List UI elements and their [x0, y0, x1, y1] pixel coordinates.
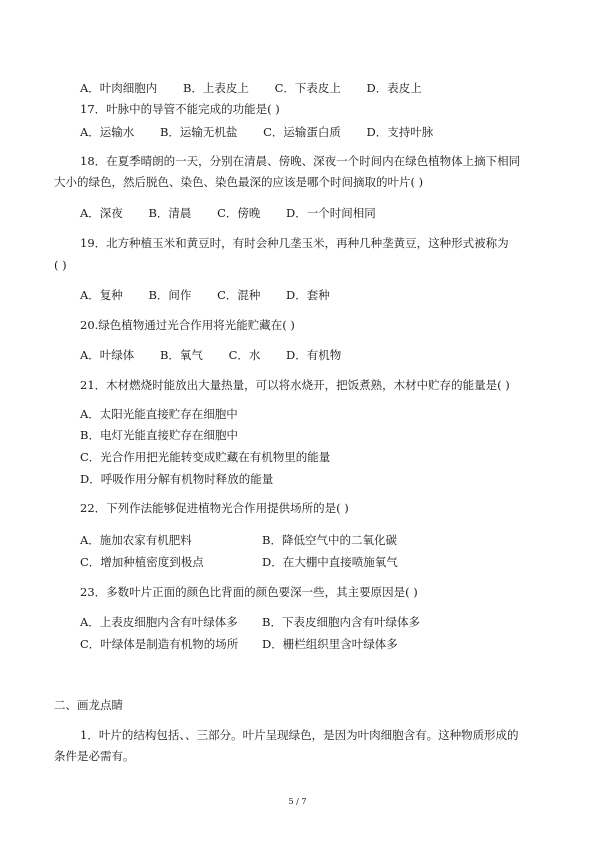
q18-stem-line1: 18．在夏季晴朗的一天，分别在清晨、傍晚、深夜一个时间内在绿色植物体上摘下相同	[80, 154, 521, 168]
option-d: D．表皮上	[366, 81, 422, 95]
fill-q1-line2: 条件是必需有。	[54, 749, 135, 763]
option-a: A．运输水	[80, 125, 135, 139]
q21-option-d: D．呼吸作用分解有机物时释放的能量	[80, 472, 274, 486]
page-number: 5 / 7	[288, 797, 307, 806]
fill-q1-line1: 1．叶片的结构包括、、三部分。叶片呈现绿色，是因为叶肉细胞含有。这种物质形成的	[80, 728, 519, 742]
q23-option-a: A．上表皮细胞内含有叶绿体多	[80, 615, 238, 629]
q22-stem: 22．下列作法能够促进植物光合作用提供场所的是( )	[80, 501, 349, 515]
option-d: D．套种	[286, 288, 330, 302]
q21-stem: 21．木材燃烧时能放出大量热量，可以将水烧开，把饭煮熟，木材中贮存的能量是( )	[80, 378, 510, 392]
q23-stem: 23．多数叶片正面的颜色比背面的颜色要深一些，其主要原因是( )	[80, 585, 418, 599]
q22-option-c: C．增加种植密度到极点	[80, 555, 204, 569]
q21-option-a: A．太阳光能直接贮存在细胞中	[80, 407, 238, 421]
q17-stem: 17．叶脉中的导管不能完成的功能是( )	[80, 102, 280, 116]
option-a: A．复种	[80, 288, 123, 302]
option-b: B．运输无机盐	[159, 125, 238, 139]
option-a: A．深夜	[80, 206, 123, 220]
option-d: D．有机物	[286, 348, 342, 362]
option-c: C．傍晚	[217, 206, 261, 220]
option-d: D．一个时间相同	[286, 206, 376, 220]
q19-stem-line1: 19．北方种植玉米和黄豆时，有时会种几垄玉米，再种几种垄黄豆，这种形式被称为	[80, 236, 509, 250]
option-b: B．间作	[148, 288, 192, 302]
section-title: 二、画龙点睛	[54, 698, 123, 712]
q22-option-b: B．降低空气中的二氧化碳	[262, 533, 397, 547]
option-c: C．运输蛋白质	[263, 125, 341, 139]
q21-option-b: B．电灯光能直接贮存在细胞中	[80, 428, 238, 442]
q18-options	[80, 205, 398, 221]
q19-stem-line2: ( )	[54, 258, 67, 272]
q23-option-b: B．下表皮细胞内含有叶绿体多	[262, 615, 420, 629]
option-b: B．清晨	[148, 206, 192, 220]
option-c: C．混种	[217, 288, 261, 302]
q22-option-a: A．施加农家有机肥料	[80, 533, 192, 547]
q23-option-c: C．叶绿体是制造有机物的场所	[80, 637, 239, 651]
option-a: A．叶肉细胞内	[80, 81, 158, 95]
q21-option-c: C．光合作用把光能转变成贮藏在有机物里的能量	[80, 450, 331, 464]
option-a: A．叶绿体	[80, 348, 135, 362]
option-b: B．氧气	[159, 348, 203, 362]
option-d: D．支持叶脉	[366, 125, 434, 139]
q16-options	[80, 80, 444, 96]
q18-stem-line2: 大小的绿色，然后脱色、染色、染色最深的应该是哪个时间摘取的叶片( )	[54, 175, 424, 189]
q17-options	[80, 124, 455, 140]
q20-stem: 20.绿色植物通过光合作用将光能贮藏在( )	[80, 318, 295, 332]
q22-option-d: D．在大棚中直接喷施氧气	[262, 555, 398, 569]
option-b: B．上表皮上	[182, 81, 249, 95]
q19-options	[80, 287, 352, 303]
option-c: C．水	[228, 348, 261, 362]
q20-options	[80, 347, 363, 363]
option-c: C．下表皮上	[274, 81, 341, 95]
q23-option-d: D．栅栏组织里含叶绿体多	[262, 637, 398, 651]
